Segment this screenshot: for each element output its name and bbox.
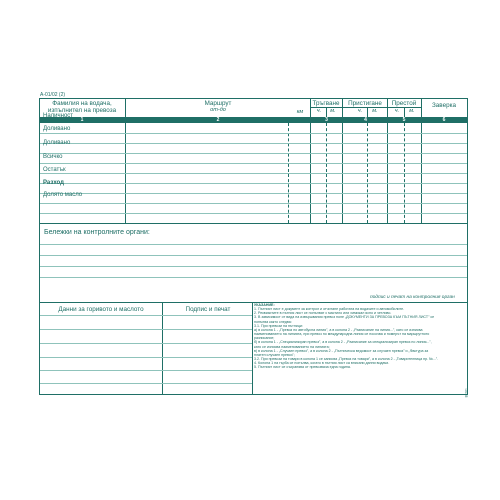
column-number-4: 4 <box>364 117 367 123</box>
instruction-line: 3. В зависимост от вида на извършвания превоз поле „ДОКУМЕНТИ ЗА ПРЕВОЗА КЪМ ПЪТНИЯ ЛИСТ" се <box>254 315 435 320</box>
instruction-line: а) в колона 1 - „Превоз по автобусна линия", а в колона 2 - „Разписание на линия...", като се изписва <box>254 327 423 332</box>
fuel-row-line <box>40 329 252 330</box>
instruction-line: наименованието на линията, при превоз по международна линия се посочва и номерът на маршрутното <box>254 332 430 337</box>
table-row-line <box>40 193 467 194</box>
waybill-form <box>39 98 468 398</box>
time-subheader-line <box>311 107 421 108</box>
instruction-line: 1. Пътният лист е документ за контрол и отчитане работата на водачите и автомобилите. <box>254 307 405 312</box>
arrival-min-label: м. <box>372 108 378 114</box>
header-departure: Тръгване <box>312 100 340 107</box>
col-divider-4 <box>387 99 388 223</box>
instruction-line: 5. Пътният лист се съхранява от превозвача една година. <box>254 365 351 370</box>
table-row-line <box>40 183 467 184</box>
remarks-line-4 <box>40 277 467 278</box>
instruction-line: 4. Колона 1 на гърба се попълва, когато в пътния лист са вписани данни водачи. <box>254 361 390 366</box>
stop-hour-label: ч. <box>394 108 400 114</box>
remarks-line-1 <box>40 244 467 245</box>
column-number-5: 5 <box>402 117 406 123</box>
fuel-header: Данни за горивото и маслото <box>58 306 144 313</box>
fuel-item-label: Разход <box>43 180 64 186</box>
table-bottom-line <box>40 223 467 224</box>
fuel-item-label: Остатък <box>43 167 66 173</box>
table-row-line <box>40 213 467 214</box>
departure-sub-divider <box>326 107 327 117</box>
instruction-line: попълва както следва: <box>254 319 292 324</box>
column-number-1: 1 <box>80 117 84 123</box>
fuel-item-label: Наличност <box>43 113 74 119</box>
column-number-2: 2 <box>216 117 220 123</box>
header-route-sub: от-до <box>210 107 226 113</box>
header-route: Маршрут <box>204 100 232 107</box>
instructions-title: УКАЗАНИЕ: <box>254 303 275 307</box>
remarks-line-2 <box>40 255 467 256</box>
fuel-item-label: Долято масло <box>43 192 83 198</box>
side-code: В-201 <box>464 388 468 398</box>
instruction-line: като се изписва наименованието на линията; <box>254 344 330 349</box>
header-arrival: Пристигане <box>348 100 382 107</box>
form-code: А-01/02 (2) <box>40 92 66 98</box>
arrival-sub-divider <box>367 107 368 117</box>
instruction-line: разписание; <box>254 336 275 341</box>
departure-hour-label: ч. <box>316 108 322 114</box>
fuel-item-label: Доливано <box>43 126 71 132</box>
col-divider-2 <box>310 99 311 223</box>
header-certification: Заверка <box>432 102 456 109</box>
table-row-line <box>40 133 467 134</box>
control-remarks-title: Бележки на контролните органи: <box>44 229 150 236</box>
col-divider-5 <box>421 99 422 223</box>
fuel-signature-header: Подпис и печат <box>185 306 231 313</box>
departure-min-label: м. <box>330 108 336 114</box>
header-stop: Престой <box>391 100 417 107</box>
table-row-line <box>40 173 467 174</box>
instructions <box>254 303 466 370</box>
stop-sub-divider <box>404 107 405 117</box>
column-number-3: 3 <box>325 117 328 123</box>
arrival-hour-label: ч. <box>357 108 363 114</box>
fuel-row-line <box>40 315 252 316</box>
fuel-row-line <box>40 370 252 371</box>
table-row-line <box>40 163 467 164</box>
table-row-line <box>40 153 467 154</box>
table-row-line <box>40 143 467 144</box>
instruction-line: в) в колона 1 - „Случаен превоз", а в колона 2 - „Пътническа ведомост за случаен превоз" и „Фактура за <box>254 348 429 353</box>
col-divider-3 <box>342 99 343 223</box>
fuel-item-label: Доливано <box>43 140 71 146</box>
instruction-line: 3.2. При превози на товари в колона 1 се записва „Превоз на товари", а в колона 2 - „Товарителница пр. №...". <box>254 357 439 362</box>
remarks-line-3 <box>40 266 467 267</box>
instruction-line: платен случаен превоз"; <box>254 352 295 357</box>
instruction-line: б) в колона 1 - „Специализиран превоз", а в колона 2 - „Разписание за специализиран превоз по линия...", <box>254 340 432 345</box>
stop-min-label: м. <box>409 108 415 114</box>
column-number-6: 6 <box>442 117 446 123</box>
fuel-item-label: Всичко <box>43 154 63 160</box>
header-driver-name: Фамилия на водача, изпълнител на превоза <box>47 100 117 114</box>
instruction-line: 2. Реквизитите в пътния лист се попълват с мастило или химикал ясно и четливо. <box>254 311 392 316</box>
header-km: км <box>296 109 304 115</box>
control-signature-label: подпис и печат на контролния орган <box>370 295 455 300</box>
fuel-row-line <box>40 343 252 344</box>
table-row-line <box>40 203 467 204</box>
fuel-row-line <box>40 383 252 384</box>
col-divider-1 <box>125 99 126 223</box>
instructions-divider <box>252 302 253 394</box>
fuel-row-line <box>40 357 252 358</box>
instruction-line: 3.1. При превози на пътници: <box>254 323 303 328</box>
